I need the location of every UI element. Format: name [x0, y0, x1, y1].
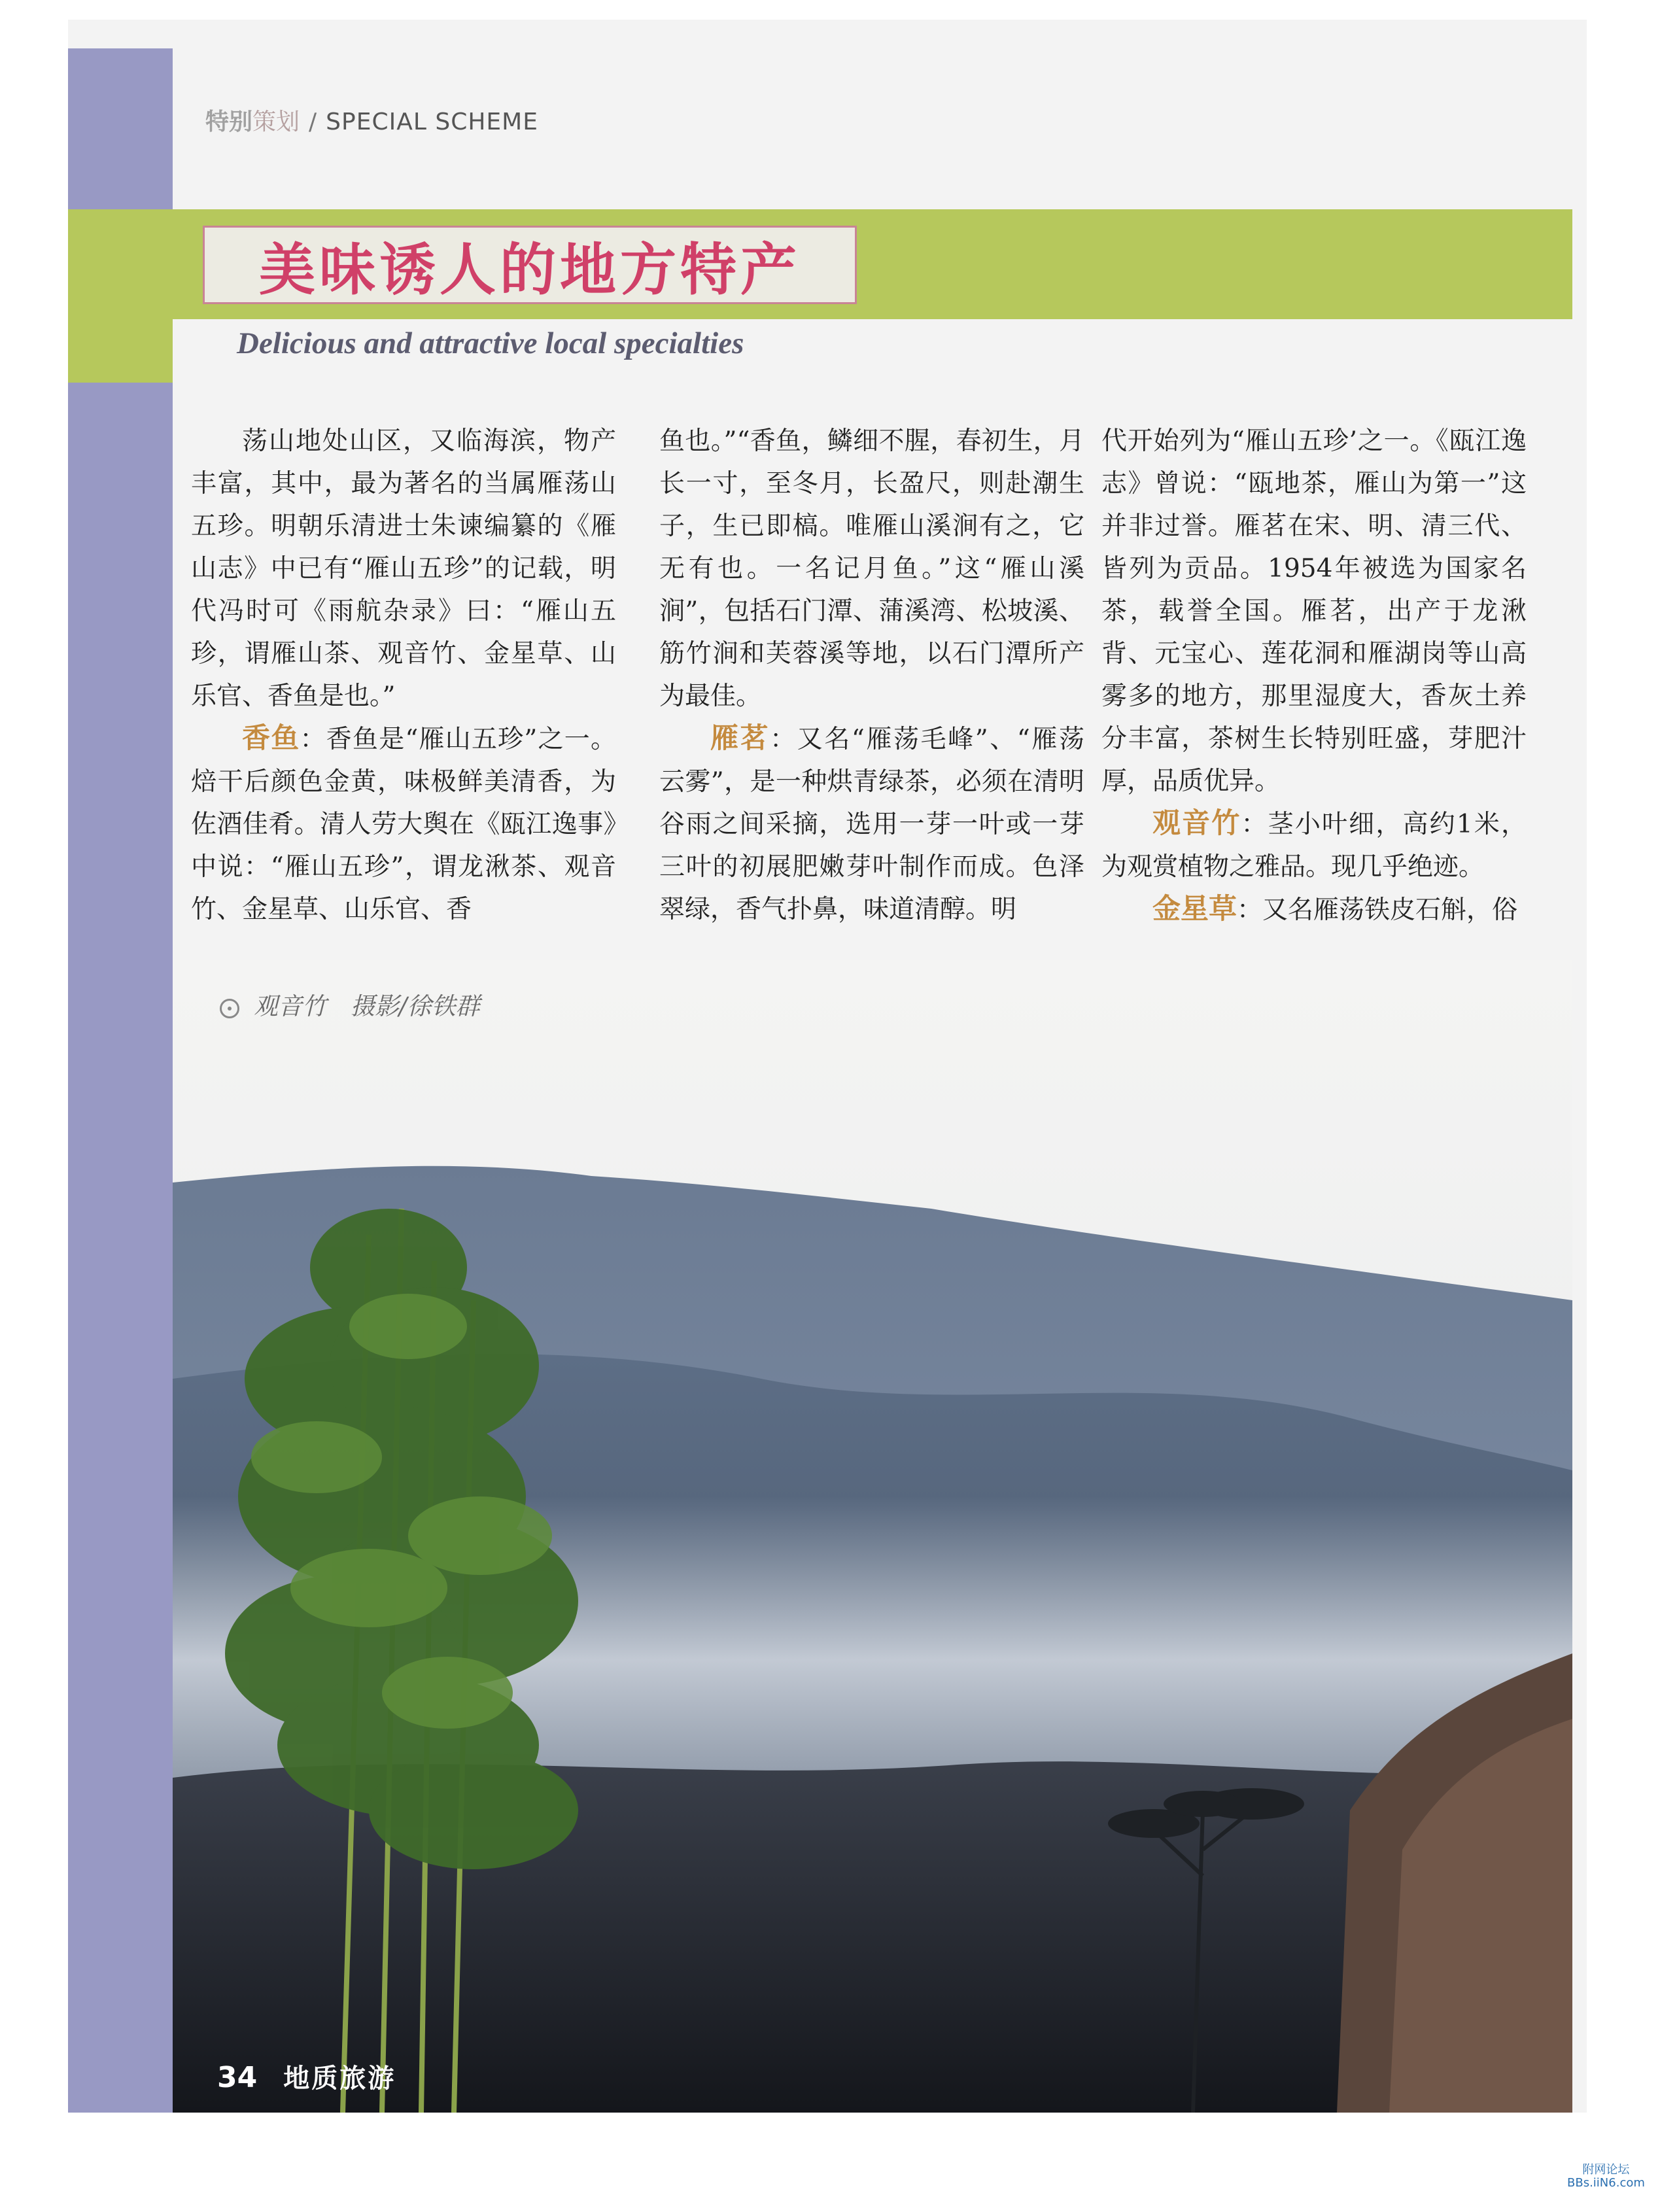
paragraph: 鱼也。”“香鱼，鳞细不腥，春初生，月长一寸，至冬月，长盈尺，则赴潮生子，生已即槁。唯雁山溪涧有之，它无有也。一名记月鱼。”这“雁山溪涧”，包括石门潭、蒲溪湾、松坡溪、筋竹涧和芙蓉溪等地，以石门潭所产为最佳。 — [659, 426, 1084, 711]
watermark-line-1: 附网论坛 — [1582, 2163, 1630, 2177]
article-title: 美味诱人的地方特产 — [259, 237, 801, 303]
watermark — [1567, 2164, 1645, 2190]
paragraph — [1101, 888, 1527, 931]
paragraph — [1101, 803, 1527, 888]
section-separator: / — [309, 109, 317, 135]
left-purple-stripe — [68, 48, 173, 960]
keyword-jinxingcao: 金星草 — [1152, 893, 1237, 925]
section-label-en: SPECIAL SCHEME — [326, 109, 538, 135]
paragraph-text: ：香鱼是“雁山五珍”之一。焙干后颜色金黄，味极鲜美清香，为佐酒佳肴。清人劳大舆在《瓯江逸事》中说：“雁山五珍”，谓龙湫茶、观音竹、金星草、山乐官、香 — [191, 725, 616, 924]
caption-text: 观音竹 摄影/徐铁群 — [254, 992, 480, 1020]
magazine-name: 地质旅游 — [283, 2064, 396, 2094]
paragraph — [191, 717, 616, 931]
paragraph-text: ：又名“雁荡毛峰”、“雁荡云雾”，是一种烘青绿茶，必须在清明谷雨之间采摘，选用一芽一叶或一芽三叶的初展肥嫩芽叶制作而成。色泽翠绿，香气扑鼻，味道清醇。明 — [659, 725, 1084, 924]
caption-bullet-icon — [220, 999, 239, 1018]
paragraph — [659, 717, 1084, 931]
watermark-line-2: BBs.iiN6.com — [1567, 2176, 1645, 2190]
article-title-box — [203, 226, 857, 304]
paragraph-text: ：茎小叶细，高约1米，为观赏植物之雅品。现几乎绝迹。 — [1101, 810, 1527, 882]
mountain-bamboo-photo — [173, 960, 1572, 2113]
paragraph-text: ：又名雁荡铁皮石斛，俗 — [1237, 895, 1518, 925]
page-number: 34 — [217, 2061, 258, 2094]
text-column-2 — [659, 420, 1084, 931]
section-label-special: 特别 — [205, 109, 253, 135]
section-header — [205, 103, 538, 137]
section-label-scheme: 策划 — [252, 109, 300, 135]
paragraph: 代开始列为“雁山五珍’之一。《瓯江逸志》曾说：“瓯地茶，雁山为第一”这并非过誉。雁茗在宋、明、清三代、皆列为贡品。1954年被选为国家名茶，载誉全国。雁茗，出产于龙湫背、元宝心、莲花洞和雁湖岗等山高雾多的地方，那里湿度大，香灰土养分丰富，茶树生长特别旺盛，芽肥汁厚，品质优异。 — [1101, 426, 1527, 796]
paragraph: 荡山地处山区，又临海滨，物产丰富，其中，最为著名的当属雁荡山五珍。明朝乐清进士朱谏编纂的《雁山志》中已有“雁山五珍”的记载，明代冯时可《雨航杂录》曰：“雁山五珍，谓雁山茶、观音竹、金星草、山乐官、香鱼是也。” — [191, 426, 616, 711]
keyword-yanming: 雁茗 — [710, 722, 770, 755]
photo-caption — [220, 986, 479, 1022]
photo-illustration — [173, 960, 1572, 2113]
text-column-1 — [191, 420, 616, 931]
keyword-xiangyu: 香鱼 — [242, 722, 300, 755]
article-subtitle: Delicious and attractive local specialties — [237, 326, 744, 360]
left-purple-stripe-lower — [68, 960, 173, 2113]
keyword-guanyinzhu: 观音竹 — [1152, 807, 1241, 840]
magazine-page — [68, 20, 1587, 2113]
text-column-3 — [1101, 420, 1527, 931]
page-footer — [217, 2058, 396, 2095]
left-green-block — [68, 209, 173, 383]
